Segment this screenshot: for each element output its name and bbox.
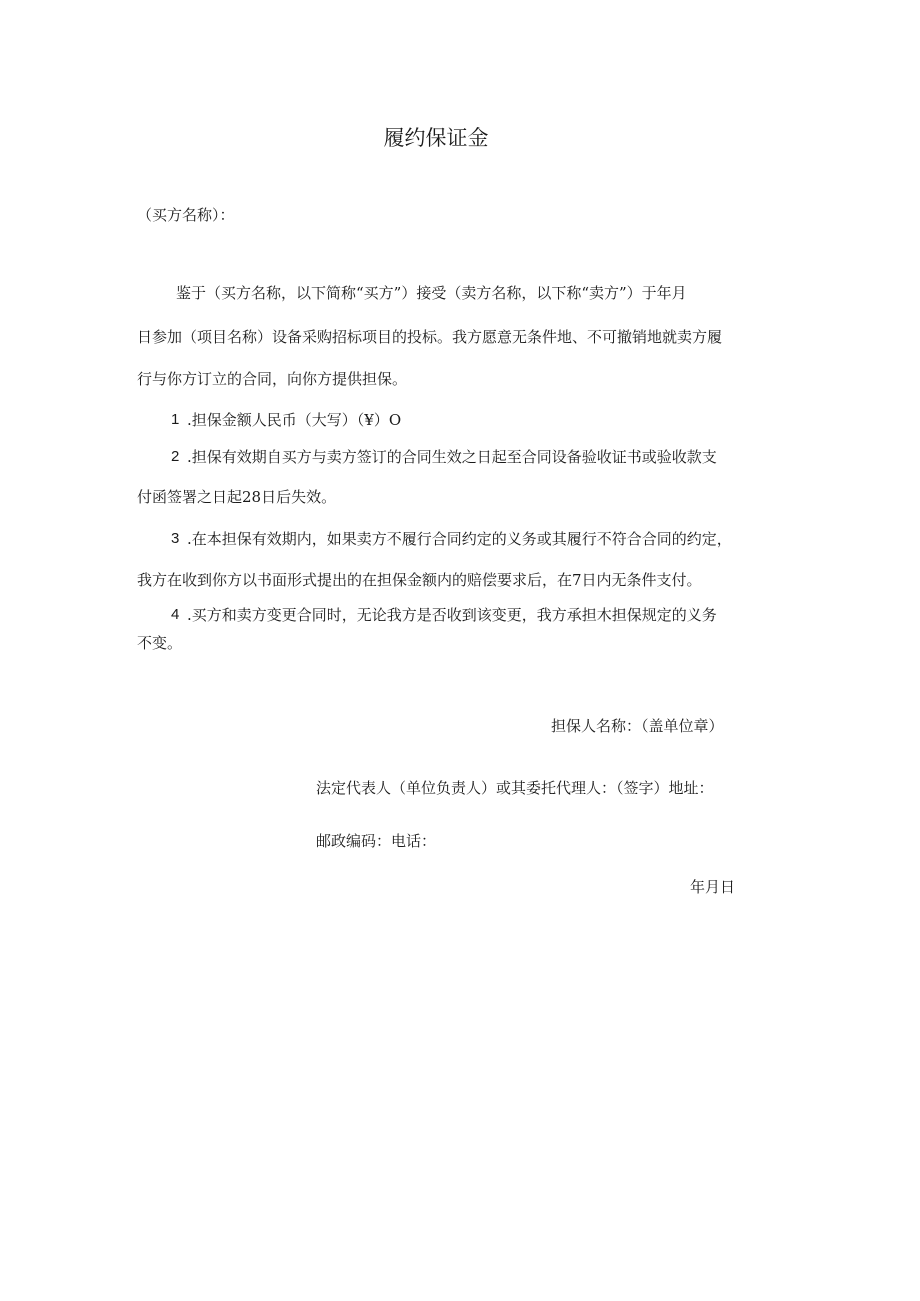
intro-line-3: 行与你方订立的合同，向你方提供担保。 (137, 370, 408, 388)
guarantor-name: 担保人名称：（盖单位章） (551, 717, 724, 735)
clause-4-line-2: 不变。 (137, 634, 183, 652)
clause-3-number: 3 (171, 530, 180, 547)
postal-code-phone: 邮政编码：电话： (316, 832, 437, 850)
clause-4-number: 4 (171, 606, 180, 623)
document-title: 履约保证金 (383, 126, 489, 150)
clause-3-line-2: 我方在收到你方以书面形式提出的在担保金额内的赔偿要求后，在7日内无条件支付。 (137, 571, 702, 589)
clause-1-number: 1 (171, 411, 180, 428)
date-line: 年月日 (690, 878, 736, 896)
clause-4-line-1: .买方和卖方变更合同时，无论我方是否收到该变更，我方承担木担保规定的义务 (187, 606, 717, 624)
clause-3-line-1: .在本担保有效期内，如果卖方不履行合同约定的义务或其履行不符合合同的约定， (187, 530, 732, 548)
clause-2-number: 2 (171, 448, 180, 465)
intro-line-2: 日参加（项目名称）设备采购招标项目的投标。我方愿意无条件地、不可撤销地就卖方履 (137, 328, 723, 346)
clause-2-line-2: 付函签署之日起28日后失效。 (137, 488, 337, 506)
clause-2-line-1: .担保有效期自买方与卖方签订的合同生效之日起至合同设备验收证书或验收款支 (187, 448, 717, 466)
intro-line-1: 鉴于（买方名称，以下简称“买方”）接受（卖方名称，以下称“卖方”）于年月 (176, 284, 687, 302)
addressee: （买方名称）： (137, 206, 235, 224)
legal-representative: 法定代表人（单位负责人）或其委托代理人：（签字）地址： (316, 779, 714, 797)
clause-1-line-1: .担保金额人民币（大写）（¥）O (187, 411, 402, 429)
